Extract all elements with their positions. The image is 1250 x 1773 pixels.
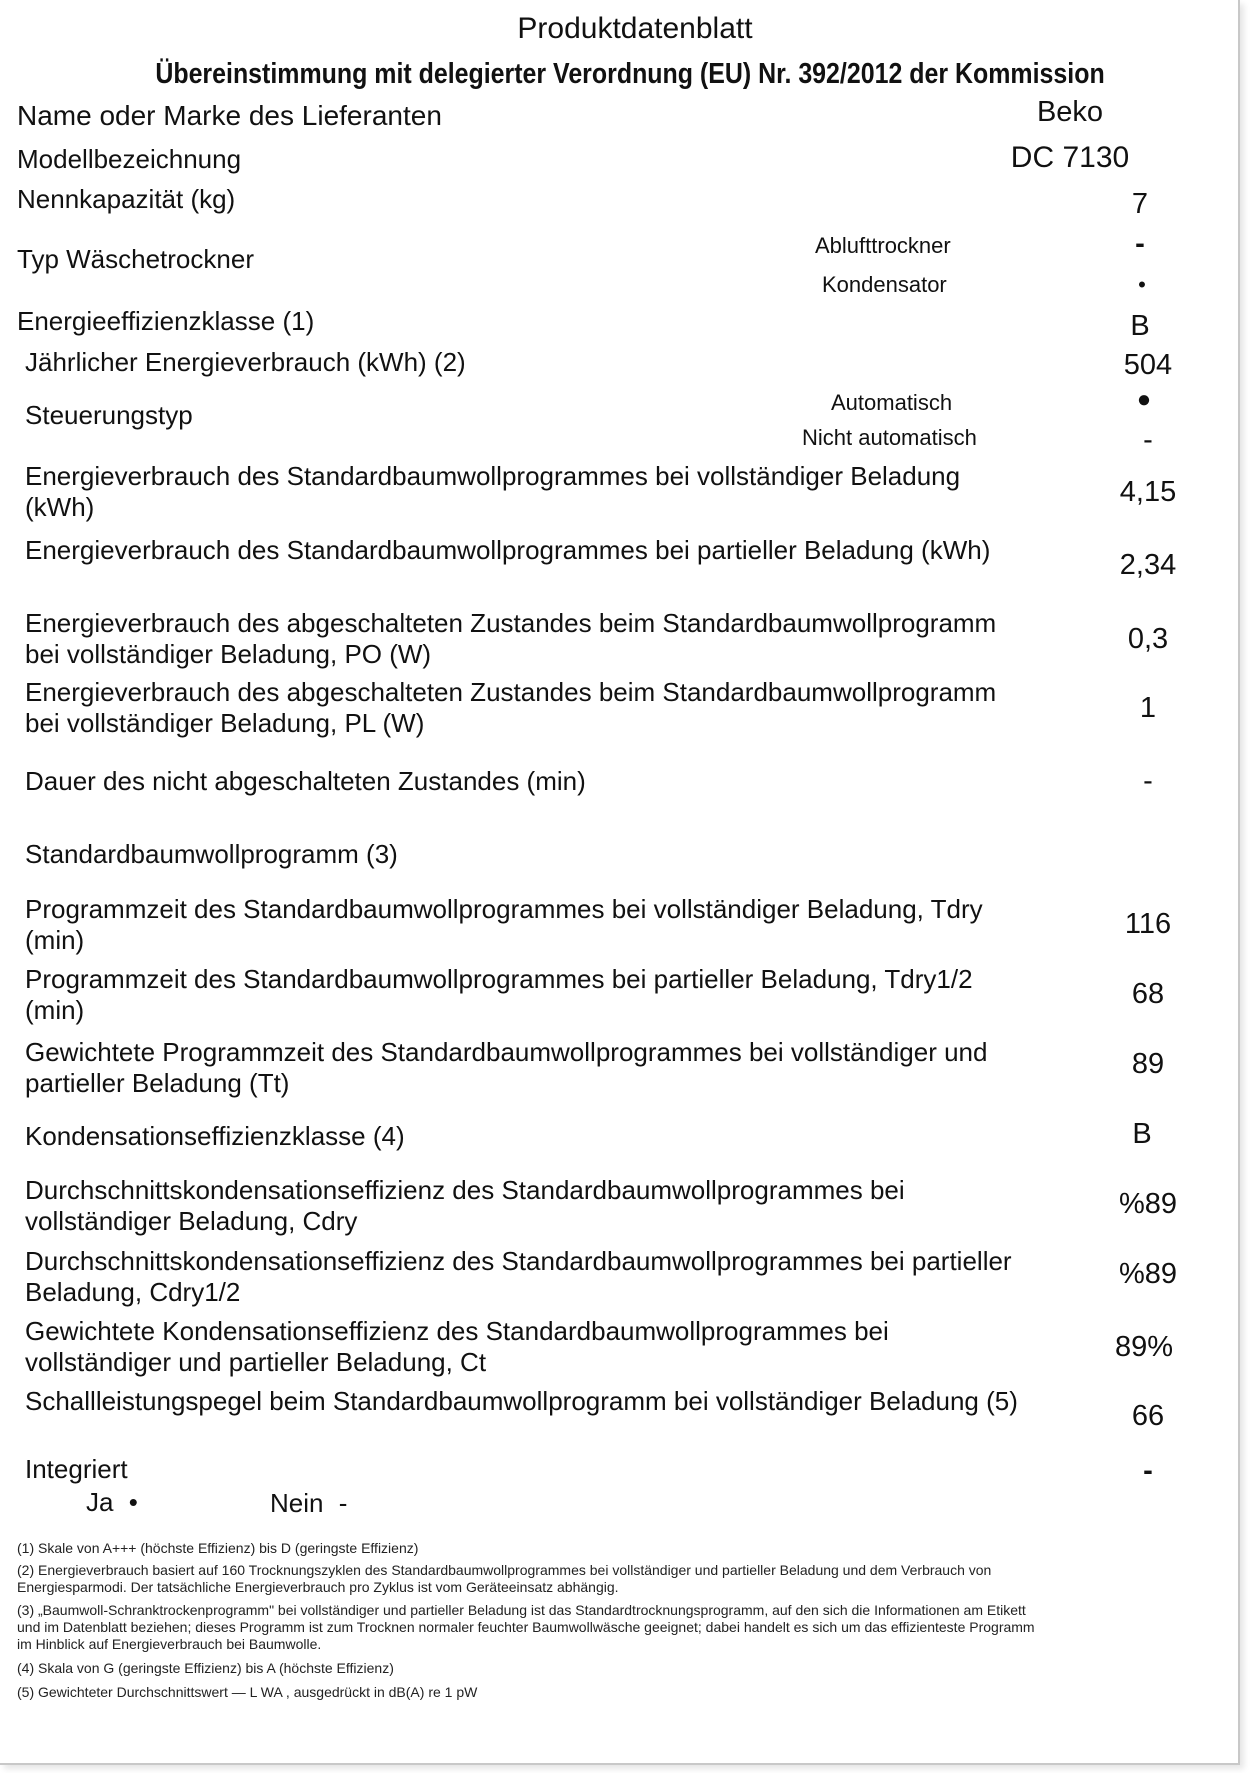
capacity-value: 7 xyxy=(1131,188,1149,220)
footnote-2: (2) Energieverbrauch basiert auf 160 Trocknungszyklen des Standardbaumwollprogrammes bei vollständiger und partieller Beladung und dem Verbrauch von Energiesparmodi. Der tatsächliche Energieverbrauch pro Zyklus ist vom Geräteeinsatz abhängig. xyxy=(17,1562,992,1595)
supplier-label: Name oder Marke des Lieferanten xyxy=(17,100,442,131)
footnote-3: (3) „Baumwoll-Schranktrockenprogramm" bei vollständiger und partieller Beladung ist das Standardtrocknungsprogramm, auf den sich die Informationen am Etikett und im Datenblatt beziehen; dieses Programm ist zum Trocknen normaler feuchter Baumwollwäsche geeignet; dabei handelt es sich um das effizienteste Programm im Hinblick auf Energieverbrauch bei Baumwolle. xyxy=(17,1602,1035,1652)
annual-energy-label: Jährlicher Energieverbrauch (kWh) (2) xyxy=(25,347,466,377)
built-in-no-mark: - xyxy=(338,1488,348,1518)
built-in-no-label: Nein xyxy=(270,1488,324,1518)
model-label: Modellbezeichnung xyxy=(17,144,242,174)
dryer-type-condenser-value: • xyxy=(1138,272,1146,297)
built-in-no xyxy=(270,1487,347,1519)
energy-class-value: B xyxy=(1130,310,1150,342)
footnote-1: (1) Skale von A+++ (höchste Effizienz) bis D (geringste Effizienz) xyxy=(17,1540,419,1556)
time-partial-label: Programmzeit des Standardbaumwollprogrammes bei partieller Beladung, Tdry1/2 (min) xyxy=(25,964,973,1025)
cond-partial-value: %89 xyxy=(1118,1258,1178,1290)
control-type-label: Steuerungstyp xyxy=(25,400,193,430)
footnote-4: (4) Skala von G (geringste Effizienz) bis A (höchste Effizienz) xyxy=(17,1660,394,1676)
time-weighted-label: Gewichtete Programmzeit des Standardbaumwollprogrammes bei vollständiger und partieller Beladung (Tt) xyxy=(25,1037,988,1098)
left-on-mode-label: Energieverbrauch des abgeschalteten Zustandes beim Standardbaumwollprogramm bei vollständiger Beladung, PL (W) xyxy=(25,677,997,738)
cond-weighted-label: Gewichtete Kondensationseffizienz des Standardbaumwollprogrammes bei vollständiger und partieller Beladung, Ct xyxy=(25,1316,889,1377)
off-mode-value: 0,3 xyxy=(1127,623,1169,655)
left-on-duration-label: Dauer des nicht abgeschalteten Zustandes (min) xyxy=(25,766,586,796)
cond-full-label: Durchschnittskondensationseffizienz des Standardbaumwollprogrammes bei vollständiger Beladung, Cdry xyxy=(25,1175,905,1236)
standard-program-heading: Standardbaumwollprogramm (3) xyxy=(25,839,398,869)
control-type-option-automatic: Automatisch xyxy=(831,390,953,415)
time-full-value: 116 xyxy=(1124,908,1172,940)
model-value: DC 7130 xyxy=(1010,141,1130,174)
noise-value: 66 xyxy=(1131,1400,1165,1432)
supplier-value: Beko xyxy=(1036,96,1104,128)
cond-partial-label: Durchschnittskondensationseffizienz des Standardbaumwollprogrammes bei partieller Beladung, Cdry1/2 xyxy=(25,1246,1012,1307)
page-subtitle: Übereinstimmung mit delegierter Verordnung (EU) Nr. 392/2012 der Kommission xyxy=(155,58,1105,90)
control-type-option-manual: Nicht automatisch xyxy=(802,425,977,450)
time-weighted-value: 89 xyxy=(1131,1048,1165,1080)
off-mode-label: Energieverbrauch des abgeschalteten Zustandes beim Standardbaumwollprogramm bei vollständiger Beladung, PO (W) xyxy=(25,608,997,669)
condensation-class-value: B xyxy=(1132,1118,1152,1150)
energy-partial-label: Energieverbrauch des Standardbaumwollprogrammes bei partieller Beladung (kWh) xyxy=(25,535,991,565)
cond-full-value: %89 xyxy=(1118,1188,1178,1220)
built-in-yes xyxy=(86,1486,138,1518)
left-on-duration-value: - xyxy=(1143,765,1153,797)
dryer-type-option-condenser: Kondensator xyxy=(822,272,947,297)
dryer-type-vented-value: - xyxy=(1135,228,1145,260)
dryer-type-option-vented: Ablufttrockner xyxy=(815,233,951,258)
dryer-type-label: Typ Wäschetrockner xyxy=(17,244,254,274)
built-in-yes-label: Ja xyxy=(86,1487,114,1517)
left-on-mode-value: 1 xyxy=(1139,692,1157,724)
control-type-automatic-value: ● xyxy=(1136,386,1152,413)
footnote-5: (5) Gewichteter Durchschnittswert — L WA , ausgedrückt in dB(A) re 1 pW xyxy=(17,1684,478,1700)
energy-class-label: Energieeffizienzklasse (1) xyxy=(17,306,315,336)
built-in-value: - xyxy=(1143,1455,1153,1487)
condensation-class-label: Kondensationseffizienzklasse (4) xyxy=(25,1121,405,1151)
page-title: Produktdatenblatt xyxy=(517,12,753,45)
energy-partial-value: 2,34 xyxy=(1119,549,1177,581)
built-in-yes-mark: • xyxy=(128,1487,138,1517)
capacity-label: Nennkapazität (kg) xyxy=(17,184,236,214)
annual-energy-value: 504 xyxy=(1123,349,1173,381)
energy-full-label: Energieverbrauch des Standardbaumwollprogrammes bei vollständiger Beladung (kWh) xyxy=(25,461,961,522)
cond-weighted-value: 89% xyxy=(1114,1331,1174,1363)
time-partial-value: 68 xyxy=(1131,978,1165,1010)
control-type-manual-value: - xyxy=(1143,424,1153,456)
noise-label: Schallleistungspegel beim Standardbaumwollprogramm bei vollständiger Beladung (5) xyxy=(25,1386,1018,1416)
energy-full-value: 4,15 xyxy=(1119,476,1177,508)
time-full-label: Programmzeit des Standardbaumwollprogrammes bei vollständiger Beladung, Tdry (min) xyxy=(25,894,983,955)
built-in-label: Integriert xyxy=(25,1454,128,1484)
